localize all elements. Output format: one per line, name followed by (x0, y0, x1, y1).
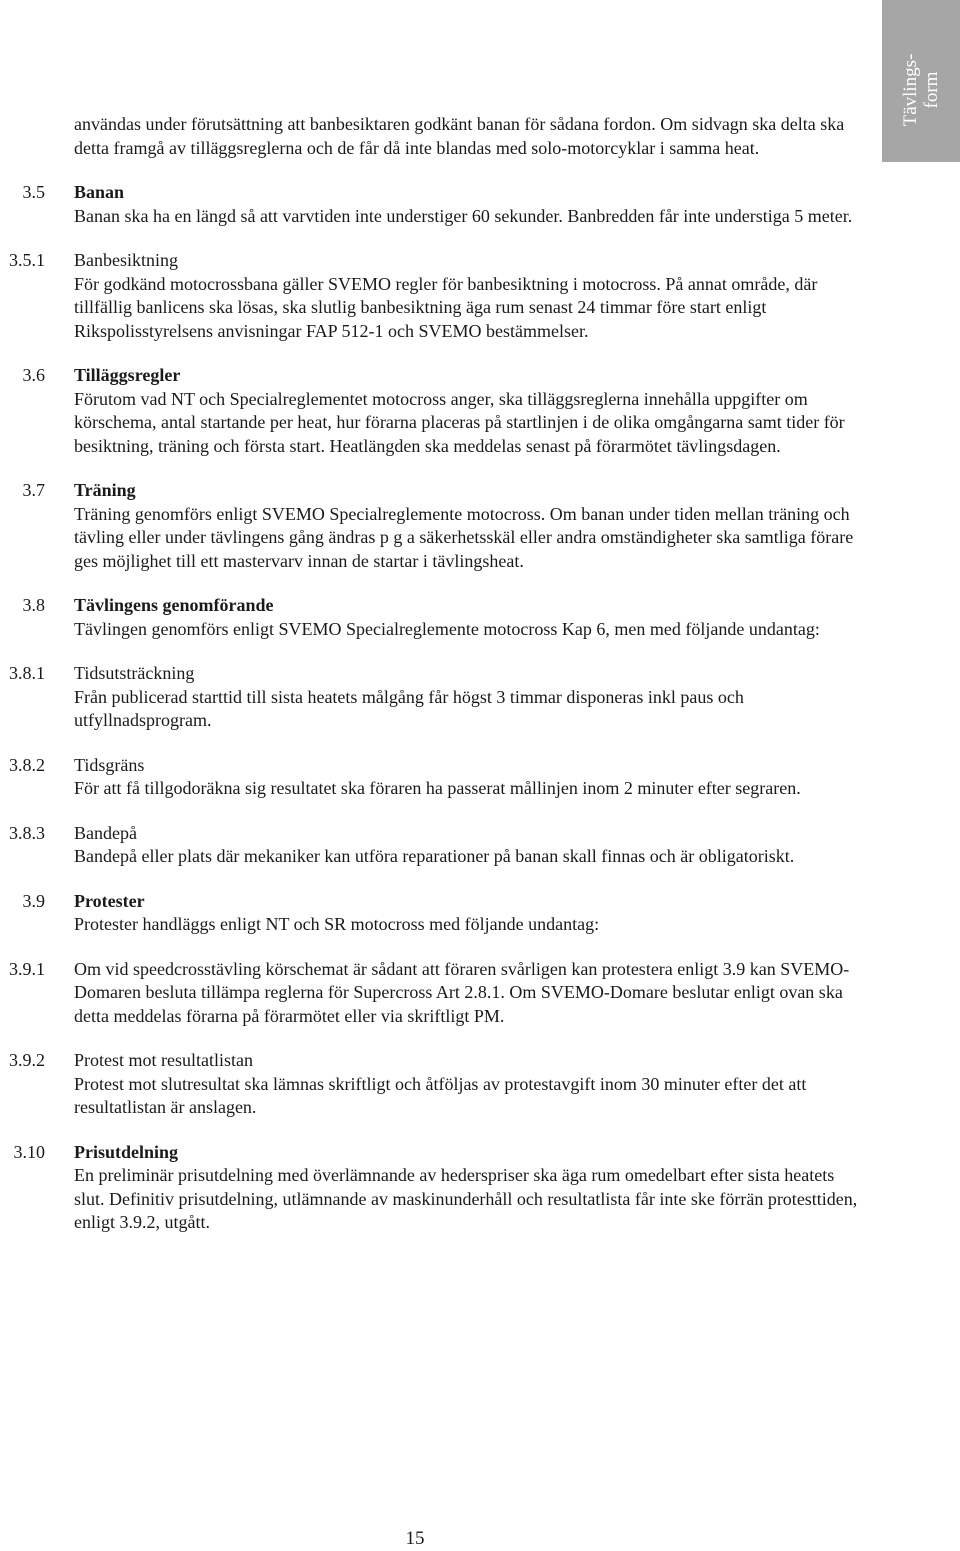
section-title: Tidsgräns (74, 754, 145, 775)
section-title: Prisutdelning (74, 1141, 179, 1162)
section-number: 3.8.2 (9, 754, 45, 775)
section-title: Bandepå (74, 822, 137, 843)
section-number: 3.8.1 (9, 663, 45, 683)
section-text: För godkänd motocrossbana gäller SVEMO regler för banbesiktning i motocross. På annat område, där tillfällig banlicens ska lösas, ska slutlig banbesiktning äga rum senast 24 timmar före start enligt Rikspolisstyrelsens anvisningar FAP 512-1 och SVEMO bestämmelser. (74, 273, 818, 341)
section-number: 3.9 (22, 890, 45, 911)
side-tab (882, 0, 960, 162)
section-text: Protest mot slutresultat ska lämnas skriftligt och åtföljas av protestavgift inom 30 minuter efter det att resultatlistan är anslagen. (74, 1073, 807, 1117)
section-3-9 (0, 890, 880, 937)
section-text: Bandepå eller plats där mekaniker kan utföra reparationer på banan skall finnas och är obligatoriskt. (74, 846, 795, 866)
section-text: Från publicerad starttid till sista heatets målgång får högst 3 timmar disponeras inkl paus och utfyllnadsprogram. (74, 686, 744, 730)
section-number: 3.8.3 (9, 822, 45, 843)
section-number: 3.5.1 (9, 250, 45, 270)
section-text: Träning genomförs enligt SVEMO Specialreglemente motocross. Om banan under tiden mellan träning och tävling eller under tävlingens gång ändras p g a säkerhetsskäl eller andra omständigheter ska samtliga förare ges möjlighet till ett mastervarv innan de startar i tävlingsheat. (74, 503, 854, 571)
section-3-6 (0, 364, 880, 458)
side-tab-label: Tävlings- form (900, 53, 942, 127)
section-text: För att få tillgodoräkna sig resultatet ska föraren ha passerat mållinjen inom 2 minuter efter segraren. (74, 778, 801, 798)
section-3-5 (0, 181, 880, 228)
section-text: Tävlingen genomförs enligt SVEMO Specialreglemente motocross Kap 6, men med följande undantag: (74, 618, 820, 639)
section-number: 3.10 (13, 1141, 45, 1162)
page-number: 15 (405, 1528, 425, 1549)
section-3-9-2 (0, 1049, 880, 1120)
section-title: Tävlingens genomförande (74, 595, 274, 615)
section-number: 3.5 (22, 182, 45, 202)
section-text: Om vid speedcrosstävling körschemat är sådant att föraren svårligen kan protestera enligt 3.9 kan SVEMO-Domaren besluta tillämpa reglerna för Supercross Art 2.8.1. Om SVEMO-Domare beslutar enligt ovan ska detta meddelas förarna på förarmötet eller via skriftligt PM. (74, 958, 850, 1026)
section-text: Protester handläggs enligt NT och SR motocross med följande undantag: (74, 914, 600, 934)
section-3-8 (0, 594, 880, 641)
section-text: Förutom vad NT och Specialreglementet motocross anger, ska tilläggsreglerna innehålla uppgifter om körschema, antal startande per heat, hur förarna placeras på startlinjen i de olika omgångarna samt tider för besiktning, träning och första start. Heatlängden ska meddelas senast på förarmötet tävlingsdagen. (74, 388, 845, 456)
section-title: Tidsutsträckning (74, 663, 195, 683)
section-title: Tilläggsregler (74, 365, 181, 385)
section-title: Protester (74, 890, 145, 911)
section-number: 3.6 (22, 365, 45, 385)
section-title: Banan (74, 182, 125, 202)
section-number: 3.9.2 (9, 1050, 45, 1070)
section-number: 3.7 (22, 480, 45, 500)
section-text: En preliminär prisutdelning med överlämnande av hederspriser ska äga rum omedelbart efter sista heatets slut. Definitiv prisutdelning, utlämnande av maskinunderhåll och resultatlista får inte ske förrän protesttiden, enligt 3.9.2, utgått. (74, 1165, 858, 1232)
section-3-9-1 (0, 958, 880, 1029)
intro-paragraph: användas under förutsättning att banbesiktaren godkänt banan för sådana fordon. Om sidvagn ska delta ska detta framgå av tilläggsreglerna och de får då inte blandas med solo-motorcyklar i samma heat. (74, 114, 845, 158)
section-number: 3.9.1 (9, 958, 45, 979)
section-3-8-2 (0, 754, 880, 801)
section-3-5-1 (0, 249, 880, 343)
section-text: Banan ska ha en längd så att varvtiden inte understiger 60 sekunder. Banbredden får inte understiga 5 meter. (74, 205, 853, 226)
section-3-10 (0, 1141, 880, 1235)
section-3-8-1 (0, 662, 880, 733)
document-body (0, 113, 880, 1235)
section-title: Protest mot resultatlistan (74, 1050, 253, 1070)
section-3-7 (0, 479, 880, 573)
section-3-8-3 (0, 822, 880, 869)
section-title: Träning (74, 480, 136, 500)
section-title: Banbesiktning (74, 250, 178, 270)
section-number: 3.8 (22, 595, 45, 615)
